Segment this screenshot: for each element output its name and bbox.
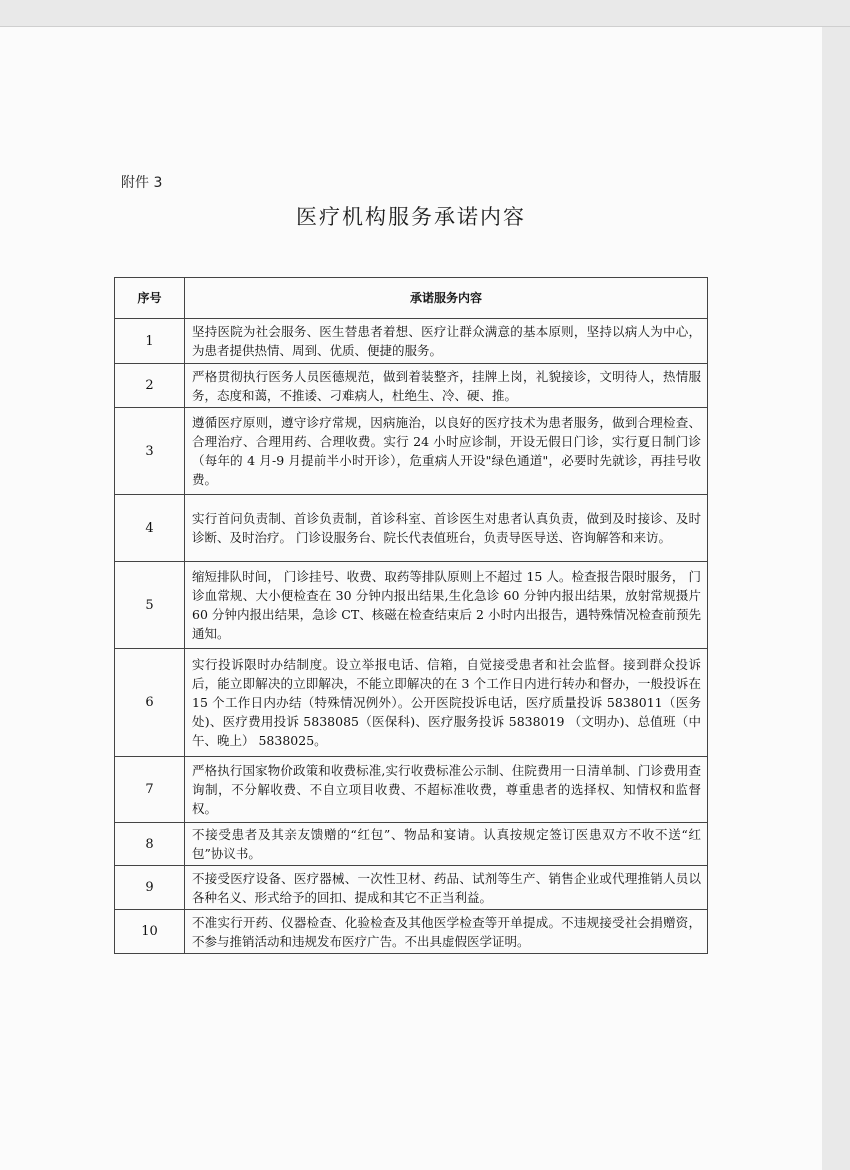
row-number: 2 <box>115 364 185 408</box>
table-row <box>115 910 708 954</box>
table-row <box>115 823 708 866</box>
header-number: 序号 <box>115 278 185 319</box>
row-number: 3 <box>115 408 185 495</box>
row-number: 4 <box>115 495 185 562</box>
row-number: 7 <box>115 757 185 823</box>
row-number: 6 <box>115 649 185 757</box>
table-row <box>115 319 708 364</box>
table-row <box>115 495 708 562</box>
row-content: 缩短排队时间， 门诊挂号、收费、取药等排队原则上不超过 15 人。检查报告限时服务， 门诊血常规、大小便检查在 30 分钟内报出结果,生化急诊 60 分钟内报出结果，放射常规摄片 60 分钟内报出结果，急诊 CT、核磁在检查结束后 2 小时内出报告，遇特殊情况检查前预先通知。 <box>185 562 708 649</box>
table-header-row <box>115 278 708 319</box>
row-content: 实行投诉限时办结制度。设立举报电话、信箱，自觉接受患者和社会监督。接到群众投诉后，能立即解决的立即解决，不能立即解决的在 3 个工作日内进行转办和督办，一般投诉在 15 个工作日内办结（特殊情况例外）。公开医院投诉电话，医疗质量投诉 5838011（医务处)、医疗费用投诉 5838085（医保科)、医疗服务投诉 5838019 （文明办)、总值班（中午、晚上） 5838025。 <box>185 649 708 757</box>
row-content: 实行首问负责制、首诊负责制，首诊科室、首诊医生对患者认真负责，做到及时接诊、及时诊断、及时治疗。 门诊设服务台、院长代表值班台，负责导医导送、咨询解答和来访。 <box>185 495 708 562</box>
row-content: 不接受医疗设备、医疗器械、一次性卫材、药品、试剂等生产、销售企业或代理推销人员以各种名义、形式给予的回扣、提成和其它不正当利益。 <box>185 866 708 910</box>
table-row <box>115 562 708 649</box>
attachment-label: 附件 3 <box>121 175 163 191</box>
table-row <box>115 408 708 495</box>
row-content: 遵循医疗原则，遵守诊疗常规，因病施治，以良好的医疗技术为患者服务，做到合理检查、合理治疗、合理用药、合理收费。实行 24 小时应诊制，开设无假日门诊，实行夏日制门诊（每年的 4 月-9 月提前半小时开诊），危重病人开设"绿色通道"，必要时先就诊，再挂号收费。 <box>185 408 708 495</box>
table-row <box>115 866 708 910</box>
header-content: 承诺服务内容 <box>185 278 708 319</box>
row-content: 不准实行开药、仪器检查、化验检查及其他医学检查等开单提成。不违规接受社会捐赠资，不参与推销活动和违规发布医疗广告。不出具虚假医学证明。 <box>185 910 708 954</box>
row-number: 10 <box>115 910 185 954</box>
row-number: 8 <box>115 823 185 866</box>
table-row <box>115 757 708 823</box>
table-row <box>115 364 708 408</box>
row-content: 严格贯彻执行医务人员医德规范，做到着装整齐，挂牌上岗，礼貌接诊，文明待人，热情服务，态度和蔼，不推诿、刁难病人，杜绝生、冷、硬、推。 <box>185 364 708 408</box>
row-number: 5 <box>115 562 185 649</box>
document-title: 医疗机构服务承诺内容 <box>296 205 526 229</box>
row-content: 不接受患者及其亲友馈赠的“红包”、物品和宴请。认真按规定签订医患双方不收不送“红包”协议书。 <box>185 823 708 866</box>
row-number: 9 <box>115 866 185 910</box>
row-content: 严格执行国家物价政策和收费标准,实行收费标准公示制、住院费用一日清单制、门诊费用查询制，不分解收费、不自立项目收费、不超标准收费，尊重患者的选择权、知情权和监督权。 <box>185 757 708 823</box>
row-content: 坚持医院为社会服务、医生替患者着想、医疗让群众满意的基本原则，坚持以病人为中心，为患者提供热情、周到、优质、便捷的服务。 <box>185 319 708 364</box>
table-row <box>115 649 708 757</box>
commitment-table <box>114 277 708 954</box>
row-number: 1 <box>115 319 185 364</box>
